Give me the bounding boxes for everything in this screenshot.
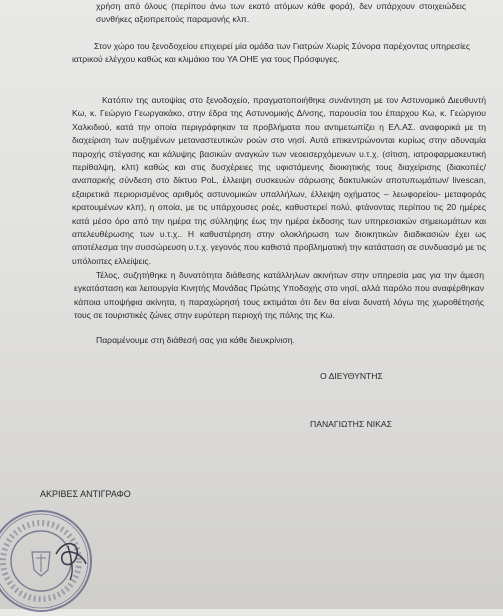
- signature-title: Ο ΔΙΕΥΘΥΝΤΗΣ: [320, 371, 383, 381]
- paragraph-closing: Παραμένουμε στη διάθεσή σας για κάθε διευκρίνιση.: [96, 335, 295, 345]
- paragraph-continuation: χρήση από όλους (περίπου άνω των εκατό ατόμων κάθε φορά), δεν υπάρχουν στοιχειώδεις συνθήκες αξιοπρεπούς παραμονής κλπ.: [96, 1, 466, 25]
- paragraph-msf-hotel: Στον χώρο του ξενοδοχείου επιχειρεί μία ομάδα των Γιατρών Χωρίς Σύνορα παρέχοντας υπηρεσίες ιατρικού ελέγχου καθώς και κλιμάκιο του ΥΑ ΟΗΕ για τους Πρόσφυγες.: [72, 41, 470, 65]
- official-stamp-seal: [0, 506, 96, 616]
- paragraph-property-discussion: Τέλος, συζητήθηκε η δυνατότητα διάθεσης κατάλληλων ακινήτων στην υπηρεσία μας για την άμεση εγκατάσταση και λειτουργία Κινητής Μονάδας Πρώτης Υποδοχής στο νησί, αλλά παρόλο που αναφέρθηκαν κάποια υποψήφια ακίνητα, η παραχώρησή τους εκτιμάται ότι δεν θα είναι δυνατή λόγω της χωροθέτησής τους σε τουριστικές ζώνες στην ευρύτερη περιοχή της πόλης της Κω.: [74, 270, 484, 321]
- certified-copy-label: ΑΚΡΙΒΕΣ ΑΝΤΙΓΡΑΦΟ: [40, 489, 131, 499]
- paragraph-police-meeting: Κατόπιν της αυτοψίας στο ξενοδοχείο, πραγματοποιήθηκε συνάντηση με τον Αστυνομικό Διευθυντή Κω, κ. Γεώργιο Γεωργακάκο, στην έδρα της Αστυνομικής Δ/νσης, παρουσία του έπαρχου Κω, κ. Γεώργιου Χαλκιδιού, κατά την οποία περιγράφηκαν τα προβλήματα που αντιμετωπίζει η ΕΛ.ΑΣ. αναφορικά με τη διαχείριση των αυξημένων μεταναστευτικών ροών στο νησί. Αυτά επικεντρώνονται κυρίως στην αδυναμία παροχής στέγασης και κάλυψης βασικών αναγκών των νεοεισερχόμενων υ.τ.χ. (σίτιση, ιατροφαρμακευτική περίθαλψη, κλπ) καθώς και στις δυσχέρειες της υφιστάμενης διοικητικής τους διαχείρισης (διακοπές/αναπαρκής σύνδεση στο δίκτυο PoL, έλλειψη συσκευών σάρωσης δακτυλικών αποτυπωμάτων/ livescan, εξαιρετικά περιορισμένος αριθμός αστυνομικών υπαλλήλων, έλλειψη οχήματος – λεωφορείου- μεταφοράς κρατουμένων κλπ), η οποία, με τις υπάρχουσες ροές, καθυστερεί πολύ, φτάνοντας περίπου τις 20 ημέρες κατά μέσο όρο από την ημέρα της σύλληψης έως την ημέρα έκδοσης των υπηρεσιακών σημειωμάτων και απελευθέρωσης των υ.τ.χ.. Η καθυστέρηση στην ολοκλήρωση των διοικητικών διαδικασιών έχει ως αποτέλεσμα την συσσώρευση υ.τ.χ. γεγονός που καθιστά προβληματική την κατάσταση σε συνδυασμό με τις υπόλοιπες ελλείψεις.: [72, 95, 486, 266]
- signature-name: ΠΑΝΑΓΙΩΤΗΣ ΝΙΚΑΣ: [310, 419, 392, 429]
